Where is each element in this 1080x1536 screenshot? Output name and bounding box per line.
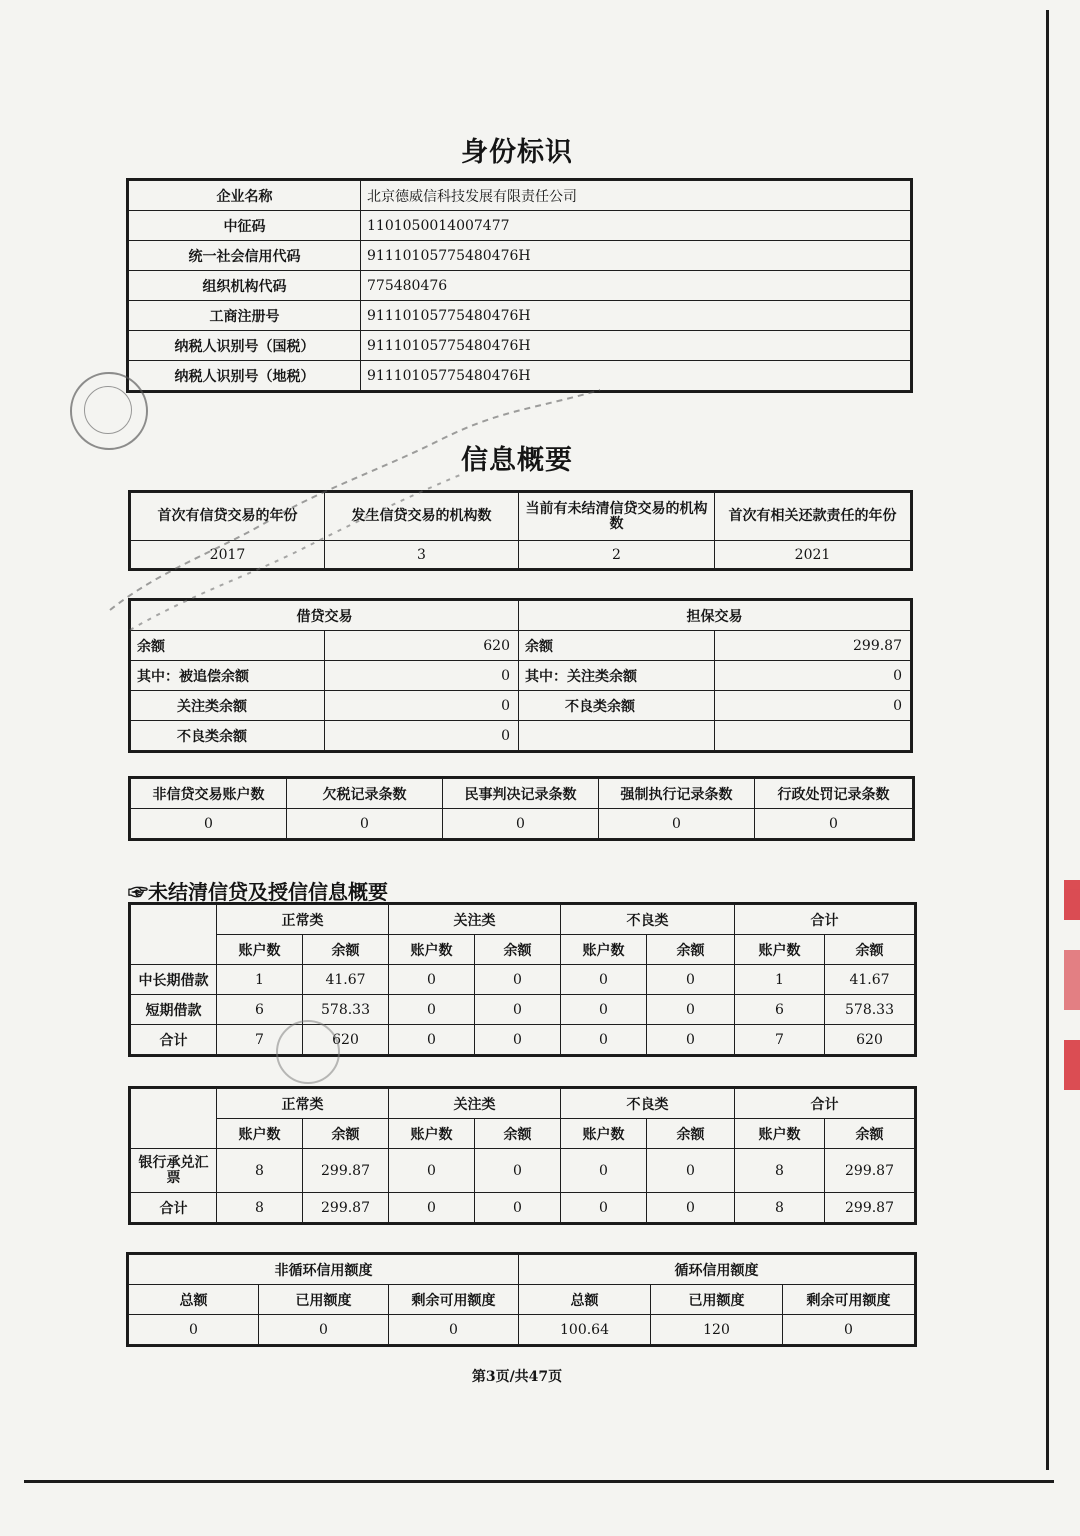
cell: 0 <box>561 1149 647 1193</box>
cell: 0 <box>389 1025 475 1055</box>
summary-title: 信息概要 <box>461 445 573 476</box>
cell: 6 <box>735 995 825 1025</box>
summary-header: 发生信贷交易的机构数 <box>325 493 519 541</box>
cell: 0 <box>475 965 561 995</box>
page-number: 第3页/共47页 <box>471 1369 563 1385</box>
sub-header: 账户数 <box>217 1119 303 1149</box>
cell: 299.87 <box>825 1149 915 1193</box>
guarantee-value: 299.87 <box>715 631 911 661</box>
cell: 0 <box>647 1193 735 1223</box>
credit-line-value: 0 <box>389 1315 519 1345</box>
identity-row <box>129 271 911 301</box>
cell: 6 <box>217 995 303 1025</box>
empty-cell <box>519 721 715 751</box>
identity-label: 工商注册号 <box>129 301 361 331</box>
table-row <box>131 965 915 995</box>
group-header: 关注类 <box>389 905 561 935</box>
cell: 0 <box>475 1025 561 1055</box>
credit-line-value: 0 <box>783 1315 915 1345</box>
corner-cell <box>131 1089 217 1149</box>
identity-row <box>129 331 911 361</box>
records-value: 0 <box>755 809 913 839</box>
identity-label: 纳税人识别号（地税） <box>129 361 361 391</box>
summary-header: 首次有相关还款责任的年份 <box>715 493 911 541</box>
cell: 578.33 <box>825 995 915 1025</box>
loan-sub-row <box>131 935 915 965</box>
credit-line-sub-row <box>129 1285 915 1315</box>
cell: 8 <box>735 1193 825 1223</box>
identity-value: 1101050014007477 <box>361 211 911 241</box>
credit-label: 不良类余额 <box>131 721 325 751</box>
cell: 7 <box>735 1025 825 1055</box>
cell: 620 <box>825 1025 915 1055</box>
cell: 0 <box>475 995 561 1025</box>
cell: 299.87 <box>825 1193 915 1223</box>
credit-value: 0 <box>325 721 519 751</box>
cell: 0 <box>561 995 647 1025</box>
sub-header: 账户数 <box>561 1119 647 1149</box>
records-value: 0 <box>443 809 599 839</box>
cell: 0 <box>475 1149 561 1193</box>
outstanding-heading-text: 未结清信贷及授信信息概要 <box>148 880 388 904</box>
cell: 0 <box>647 965 735 995</box>
group-header: 合计 <box>735 905 915 935</box>
sub-header: 总额 <box>519 1285 651 1315</box>
balance-table <box>130 600 911 751</box>
guarantee-label: 不良类余额 <box>519 691 715 721</box>
cell: 0 <box>647 1025 735 1055</box>
row-label: 中长期借款 <box>131 965 217 995</box>
empty-cell <box>715 721 911 751</box>
outstanding-heading <box>128 876 388 905</box>
identity-label: 纳税人识别号（国税） <box>129 331 361 361</box>
identity-label: 组织机构代码 <box>129 271 361 301</box>
cell: 0 <box>389 1149 475 1193</box>
cell: 578.33 <box>303 995 389 1025</box>
table-row <box>131 1193 915 1223</box>
records-header: 行政处罚记录条数 <box>755 779 913 809</box>
credit-value: 0 <box>325 691 519 721</box>
sub-header: 账户数 <box>217 935 303 965</box>
identity-value: 91110105775480476H <box>361 361 911 391</box>
sub-header: 余额 <box>475 1119 561 1149</box>
identity-row <box>129 301 911 331</box>
cell: 0 <box>389 995 475 1025</box>
records-header-row <box>131 779 913 809</box>
sub-header: 已用额度 <box>651 1285 783 1315</box>
row-label: 合计 <box>131 1193 217 1223</box>
identity-value: 91110105775480476H <box>361 301 911 331</box>
records-table <box>130 778 913 839</box>
cell: 8 <box>217 1193 303 1223</box>
cell: 299.87 <box>303 1149 389 1193</box>
summary-header: 首次有信贷交易的年份 <box>131 493 325 541</box>
row-label: 合计 <box>131 1025 217 1055</box>
seal-stamp <box>70 372 148 450</box>
identity-row <box>129 241 911 271</box>
guarantee-header: 担保交易 <box>519 601 911 631</box>
summary-header: 当前有未结清信贷交易的机构数 <box>519 493 715 541</box>
group-header: 不良类 <box>561 1089 735 1119</box>
bill-group-row <box>131 1089 915 1119</box>
sub-header: 余额 <box>647 1119 735 1149</box>
identity-label: 企业名称 <box>129 181 361 211</box>
page-edge-right <box>1046 10 1049 1470</box>
identity-row <box>129 211 911 241</box>
summary-value-row <box>131 541 911 569</box>
credit-value: 0 <box>325 661 519 691</box>
sub-header: 剩余可用额度 <box>783 1285 915 1315</box>
sub-header: 剩余可用额度 <box>389 1285 519 1315</box>
group-header: 正常类 <box>217 905 389 935</box>
credit-line-group-row <box>129 1255 915 1285</box>
cell: 0 <box>647 1149 735 1193</box>
group-header: 正常类 <box>217 1089 389 1119</box>
bill-table <box>130 1088 915 1223</box>
sub-header: 账户数 <box>735 935 825 965</box>
sub-header: 账户数 <box>389 935 475 965</box>
sub-header: 余额 <box>647 935 735 965</box>
identity-label: 统一社会信用代码 <box>129 241 361 271</box>
records-header: 强制执行记录条数 <box>599 779 755 809</box>
credit-line-value: 120 <box>651 1315 783 1345</box>
identity-value: 91110105775480476H <box>361 241 911 271</box>
sub-header: 总额 <box>129 1285 259 1315</box>
credit-line-value: 100.64 <box>519 1315 651 1345</box>
balance-row <box>131 631 911 661</box>
loan-table <box>130 904 915 1055</box>
records-value: 0 <box>599 809 755 839</box>
records-header: 民事判决记录条数 <box>443 779 599 809</box>
cell: 0 <box>561 1025 647 1055</box>
records-header: 非信贷交易账户数 <box>131 779 287 809</box>
sub-header: 账户数 <box>735 1119 825 1149</box>
summary-table <box>130 492 911 569</box>
cell: 8 <box>735 1149 825 1193</box>
identity-label: 中征码 <box>129 211 361 241</box>
cell: 0 <box>561 1193 647 1223</box>
cell: 1 <box>735 965 825 995</box>
sub-header: 账户数 <box>389 1119 475 1149</box>
loan-group-row <box>131 905 915 935</box>
records-value-row <box>131 809 913 839</box>
revolving-header: 循环信用额度 <box>519 1255 915 1285</box>
identity-body <box>129 181 911 391</box>
row-label: 短期借款 <box>131 995 217 1025</box>
guarantee-label: 其中：关注类余额 <box>519 661 715 691</box>
corner-cell <box>131 905 217 965</box>
sub-header: 余额 <box>825 935 915 965</box>
sub-header: 余额 <box>303 935 389 965</box>
guarantee-label: 余额 <box>519 631 715 661</box>
non-revolving-header: 非循环信用额度 <box>129 1255 519 1285</box>
balance-header-row <box>131 601 911 631</box>
balance-row <box>131 661 911 691</box>
table-row <box>131 1025 915 1055</box>
sub-header: 余额 <box>475 935 561 965</box>
records-value: 0 <box>287 809 443 839</box>
sub-header: 账户数 <box>561 935 647 965</box>
records-header: 欠税记录条数 <box>287 779 443 809</box>
cell: 620 <box>303 1025 389 1055</box>
group-header: 合计 <box>735 1089 915 1119</box>
balance-row <box>131 721 911 751</box>
cell: 0 <box>561 965 647 995</box>
balance-row <box>131 691 911 721</box>
sub-header: 余额 <box>825 1119 915 1149</box>
cell: 0 <box>475 1193 561 1223</box>
credit-label: 关注类余额 <box>131 691 325 721</box>
table-row <box>131 1149 915 1193</box>
group-header: 关注类 <box>389 1089 561 1119</box>
table-row <box>131 995 915 1025</box>
identity-title: 身份标识 <box>461 137 573 168</box>
records-value: 0 <box>131 809 287 839</box>
identity-value: 北京德威信科技发展有限责任公司 <box>361 181 911 211</box>
cell: 0 <box>647 995 735 1025</box>
identity-value: 775480476 <box>361 271 911 301</box>
identity-row <box>129 181 911 211</box>
cell: 7 <box>217 1025 303 1055</box>
credit-line-table <box>128 1254 915 1345</box>
cell: 0 <box>389 965 475 995</box>
credit-label: 其中：被追偿余额 <box>131 661 325 691</box>
cell: 299.87 <box>303 1193 389 1223</box>
identity-row <box>129 361 911 391</box>
guarantee-value: 0 <box>715 661 911 691</box>
credit-value: 620 <box>325 631 519 661</box>
info-icon: ☞ <box>128 880 148 904</box>
credit-line-value-row <box>129 1315 915 1345</box>
page-edge-bottom <box>24 1480 1054 1483</box>
summary-value: 2 <box>519 541 715 569</box>
credit-line-value: 0 <box>129 1315 259 1345</box>
summary-value: 2017 <box>131 541 325 569</box>
cell: 8 <box>217 1149 303 1193</box>
identity-value: 91110105775480476H <box>361 331 911 361</box>
credit-header: 借贷交易 <box>131 601 519 631</box>
summary-value: 2021 <box>715 541 911 569</box>
red-seal-edge <box>1058 880 1080 1100</box>
bill-sub-row <box>131 1119 915 1149</box>
row-label: 银行承兑汇票 <box>131 1149 217 1193</box>
guarantee-value: 0 <box>715 691 911 721</box>
cell: 1 <box>217 965 303 995</box>
cell: 0 <box>389 1193 475 1223</box>
cell: 41.67 <box>303 965 389 995</box>
sub-header: 已用额度 <box>259 1285 389 1315</box>
identity-table <box>128 180 911 391</box>
summary-value: 3 <box>325 541 519 569</box>
credit-label: 余额 <box>131 631 325 661</box>
sub-header: 余额 <box>303 1119 389 1149</box>
credit-line-value: 0 <box>259 1315 389 1345</box>
summary-header-row <box>131 493 911 541</box>
group-header: 不良类 <box>561 905 735 935</box>
seal-stamp-faint <box>276 1020 340 1084</box>
cell: 41.67 <box>825 965 915 995</box>
